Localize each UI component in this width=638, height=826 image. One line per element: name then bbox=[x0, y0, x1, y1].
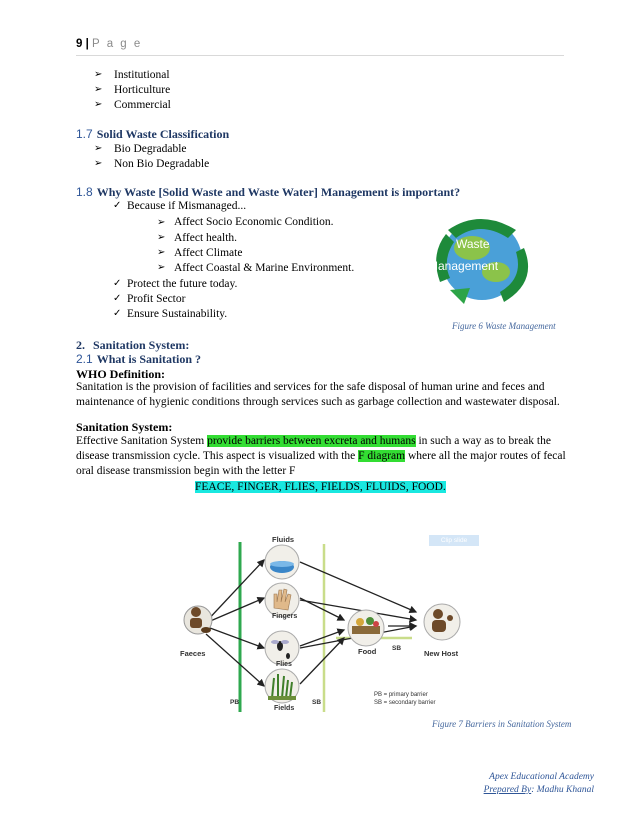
page-header bbox=[76, 38, 142, 50]
figure-6-caption: Figure 6 Waste Management bbox=[452, 321, 556, 331]
checkmark-icon: ✓ bbox=[113, 308, 122, 319]
list-item: ➢ Affect Socio Economic Condition. bbox=[157, 216, 334, 228]
highlight-barriers: provide barriers between excreta and humans bbox=[207, 435, 416, 447]
waste-management-logo bbox=[420, 208, 544, 312]
list-item: ➢ Affect Climate bbox=[157, 246, 243, 259]
label-new-host: New Host bbox=[424, 649, 459, 658]
checkmark-icon: ✓ bbox=[113, 278, 122, 289]
fluids-icon bbox=[265, 545, 299, 579]
label-flies: Flies bbox=[276, 661, 292, 668]
footer-academy: Apex Educational Academy bbox=[489, 772, 594, 782]
label-fields: Fields bbox=[274, 705, 295, 712]
check-item: ✓ Profit Sector bbox=[113, 292, 186, 305]
faeces-icon bbox=[184, 606, 212, 634]
list-item: ➢ Bio Degradable bbox=[94, 142, 187, 155]
arrow-bullet-icon: ➢ bbox=[157, 262, 166, 273]
list-checks bbox=[113, 276, 237, 321]
logo-text-management: Management bbox=[428, 259, 499, 273]
heading-2: 2. Sanitation System: bbox=[76, 338, 190, 352]
checkmark-icon: ✓ bbox=[113, 200, 122, 211]
header-separator: | bbox=[85, 38, 89, 50]
label-faeces: Faeces bbox=[180, 649, 206, 658]
arrow-bullet-icon: ➢ bbox=[94, 143, 103, 154]
heading-1-7: 1.7 Solid Waste Classification bbox=[76, 127, 230, 141]
f-list: FEACE, FINGER, FLIES, FIELDS, FLUIDS, FOOD. bbox=[195, 481, 446, 493]
label-sb-2: SB bbox=[392, 645, 402, 652]
arrow-bullet-icon: ➢ bbox=[94, 84, 103, 95]
list-item: ➢ Affect health. bbox=[157, 231, 238, 244]
arrow-bullet-icon: ➢ bbox=[94, 99, 103, 110]
list-item: ➢ Affect Coastal & Marine Environment. bbox=[157, 261, 355, 274]
new-host-icon bbox=[424, 604, 460, 640]
list-item: ➢ Non Bio Degradable bbox=[94, 157, 210, 170]
label-food: Food bbox=[358, 647, 377, 656]
check-item: ✓ Because if Mismanaged... bbox=[113, 199, 247, 212]
label-sb: SB bbox=[312, 699, 322, 706]
list-item: ➢ Horticulture bbox=[94, 83, 171, 96]
who-definition-text: Sanitation is the provision of facilities and services for the safe disposal of human urine and feces and maintenance of hygienic conditions through services such as garbage collection and wastewater disposal. bbox=[76, 381, 560, 408]
list-classification bbox=[94, 141, 209, 171]
list-mismanaged bbox=[157, 214, 354, 275]
page-number: 9 bbox=[76, 38, 83, 50]
f-diagram bbox=[176, 534, 480, 714]
label-fluids: Fluids bbox=[272, 535, 295, 544]
logo-text-waste: Waste bbox=[456, 237, 490, 251]
list-item: ➢ Commercial bbox=[94, 98, 171, 111]
check-item: ✓ Protect the future today. bbox=[113, 277, 238, 290]
food-icon bbox=[348, 610, 384, 646]
sanitation-paragraph: Effective Sanitation System provide barriers between excreta and humans in such a way as to break the disease transmission cycle. This aspect is visualized with the F diagram where all the major routes of fecal oral disease transmission begin with the letter F bbox=[76, 435, 566, 477]
footer-prepared: Prepared By: Madhu Khanal bbox=[483, 785, 594, 795]
heading-2-1: 2.1 What is Sanitation ? bbox=[76, 352, 202, 366]
heading-1-8: 1.8 Why Waste [Solid Waste and Waste Water] Management is important? bbox=[76, 185, 461, 199]
figure-7-caption: Figure 7 Barriers in Sanitation System bbox=[432, 719, 572, 729]
header-rule bbox=[76, 55, 564, 56]
fields-icon bbox=[265, 669, 299, 703]
sanitation-system-label: Sanitation System: bbox=[76, 420, 173, 434]
who-definition-label: WHO Definition: bbox=[76, 367, 165, 381]
page-word: P a g e bbox=[92, 38, 143, 50]
fingers-icon bbox=[265, 583, 299, 617]
flies-icon bbox=[265, 631, 299, 665]
arrow-bullet-icon: ➢ bbox=[157, 216, 166, 228]
label-pb: PB bbox=[230, 699, 240, 706]
list-top bbox=[94, 67, 171, 112]
label-fingers: Fingers bbox=[272, 613, 298, 620]
checkmark-icon: ✓ bbox=[113, 293, 122, 304]
legend-sb: SB = secondary barrier bbox=[374, 700, 436, 706]
clip-slide-button[interactable]: Clip slide bbox=[429, 535, 479, 546]
legend-pb: PB = primary barrier bbox=[374, 692, 428, 698]
arrow-bullet-icon: ➢ bbox=[157, 232, 166, 243]
arrow-bullet-icon: ➢ bbox=[94, 69, 103, 80]
highlight-f-diagram: F diagram bbox=[358, 450, 406, 462]
list-item: ➢ Institutional bbox=[94, 68, 170, 81]
check-item: ✓ Ensure Sustainability. bbox=[113, 307, 228, 320]
arrow-bullet-icon: ➢ bbox=[94, 158, 103, 169]
arrow-bullet-icon: ➢ bbox=[157, 247, 166, 258]
